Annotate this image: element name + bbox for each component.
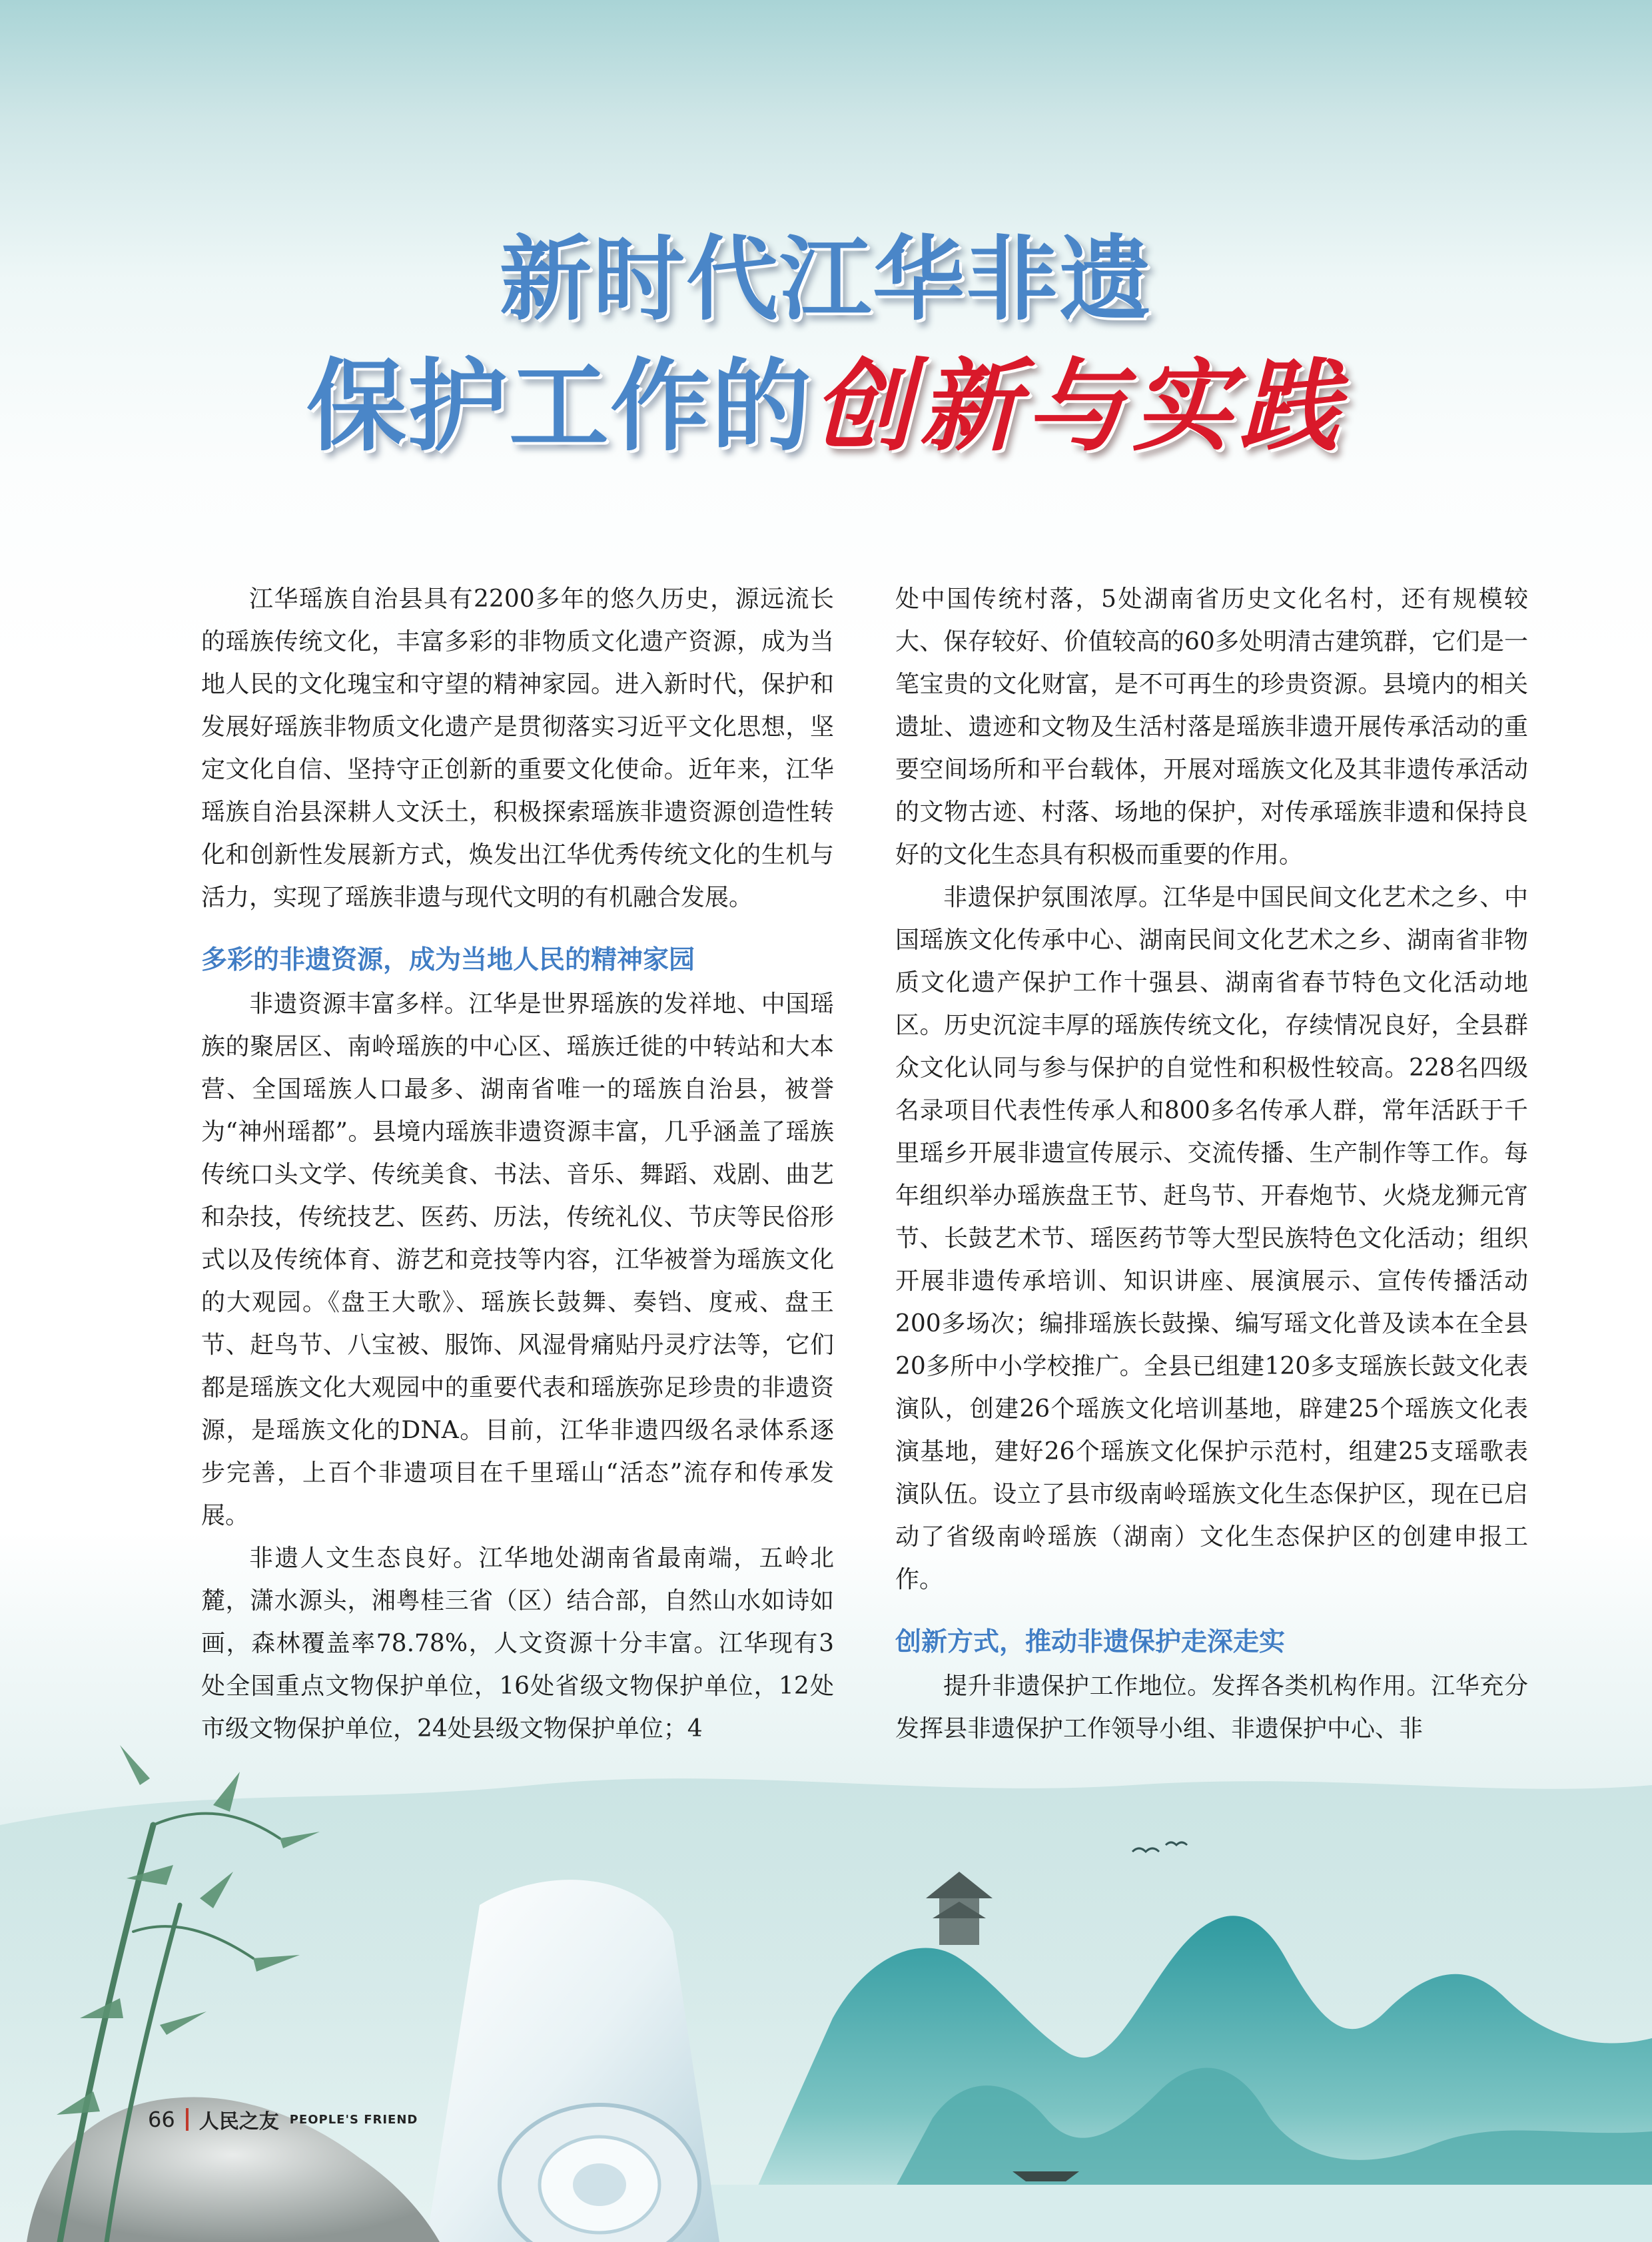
left-paragraph-2: 非遗资源丰富多样。江华是世界瑶族的发祥地、中国瑶族的聚居区、南岭瑶族的中心区、瑶族迁徙的中转站和大本营、全国瑶族人口最多、湖南省唯一的瑶族自治县，被誉为“神州瑶都”。县境内瑶族非遗资源丰富，几乎涵盖了瑶族传统口头文学、传统美食、书法、音乐、舞蹈、戏剧、曲艺和杂技，传统技艺、医药、历法，传统礼仪、节庆等民俗形式以及传统体育、游艺和竞技等内容，江华被誉为瑶族文化的大观园。《盘王大歌》、瑶族长鼓舞、奏铛、度戒、盘王节、赶鸟节、八宝被、服饰、风湿骨痛贴丹灵疗法等，它们都是瑶族文化大观园中的重要代表和瑶族弥足珍贵的非遗资源，是瑶族文化的DNA。目前，江华非遗四级名录体系逐步完善，上百个非遗项目在千里瑶山“活态”流存和传承发展。: [201, 990, 834, 1529]
page-number: 66: [148, 2107, 175, 2132]
water: [666, 2185, 1652, 2242]
title-line-2-blue: 保护工作的: [306, 349, 813, 465]
section-heading-1: 多彩的非遗资源，成为当地人民的精神家园: [201, 945, 695, 975]
footer-divider: [186, 2108, 189, 2131]
section-heading-2: 创新方式，推动非遗保护走深走实: [895, 1627, 1286, 1657]
left-column: [201, 578, 834, 1750]
magazine-name-cn: 人民之友: [199, 2110, 279, 2133]
right-paragraph-3: 提升非遗保护工作地位。发挥各类机构作用。江华充分发挥县非遗保护工作领导小组、非遗保护中心、非: [895, 1673, 1528, 1742]
right-paragraph-2: 非遗保护氛围浓厚。江华是中国民间文化艺术之乡、中国瑶族文化传承中心、湖南民间文化艺术之乡、湖南省非物质文化遗产保护工作十强县、湖南省春节特色文化活动地区。历史沉淀丰厚的瑶族传统文化，存续情况良好，全县群众文化认同与参与保护的自觉性和积极性较高。228名四级名录项目代表性传承人和800多名传承人群，常年活跃于千里瑶乡开展非遗宣传展示、交流传播、生产制作等工作。每年组织举办瑶族盘王节、赶鸟节、开春炮节、火烧龙狮元宵节、长鼓艺术节、瑶医药节等大型民族特色文化活动；组织开展非遗传承培训、知识讲座、展演展示、宣传传播活动200多场次；编排瑶族长鼓操、编写瑶文化普及读本在全县20多所中小学校推广。全县已组建120多支瑶族长鼓文化表演队，创建26个瑶族文化培训基地，辟建25个瑶族文化表演基地，建好26个瑶族文化保护示范村，组建25支瑶歌表演队伍。设立了县市级南岭瑶族文化生态保护区，现在已启动了省级南岭瑶族（湖南）文化生态保护区的创建申报工作。: [895, 884, 1528, 1593]
title-line-2: [0, 346, 1652, 467]
left-paragraph-1: 江华瑶族自治县具有2200多年的悠久历史，源远流长的瑶族传统文化，丰富多彩的非物质文化遗产资源，成为当地人民的文化瑰宝和守望的精神家园。进入新时代，保护和发展好瑶族非物质文化遗产是贯彻落实习近平文化思想，坚定文化自信、坚持守正创新的重要文化使命。近年来，江华瑶族自治县深耕人文沃土，积极探索瑶族非遗资源创造性转化和创新性发展新方式，焕发出江华优秀传统文化的生机与活力，实现了瑶族非遗与现代文明的有机融合发展。: [201, 585, 834, 911]
magazine-name-en: PEOPLE'S FRIEND: [289, 2112, 418, 2127]
left-paragraph-3: 非遗人文生态良好。江华地处湖南省最南端，五岭北麓，潇水源头，湘粤桂三省（区）结合部，自然山水如诗如画，森林覆盖率78.78%，人文资源十分丰富。江华现有3处全国重点文物保护单位，16处省级文物保护单位，12处市级文物保护单位，24处县级文物保护单位；4: [201, 1545, 834, 1742]
right-column: [895, 578, 1528, 1750]
title-line-1: 新时代江华非遗: [499, 226, 1152, 333]
landscape-illustration: [0, 1585, 1652, 2242]
title-line-2-red: 创新与实践: [813, 348, 1346, 465]
right-paragraph-1: 处中国传统村落，5处湖南省历史文化名村，还有规模较大、保存较好、价值较高的60多处明清古建筑群，它们是一笔宝贵的文化财富，是不可再生的珍贵资源。县境内的相关遗址、遗迹和文物及生活村落是瑶族非遗开展传承活动的重要空间场所和平台载体，开展对瑶族文化及其非遗传承活动的文物古迹、村落、场地的保护，对传承瑶族非遗和保持良好的文化生态具有积极而重要的作用。: [895, 585, 1528, 869]
page-footer: [148, 2103, 418, 2135]
